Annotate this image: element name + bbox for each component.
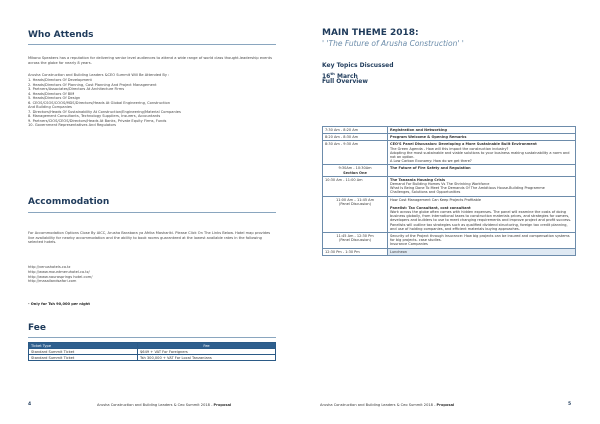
theme-subtitle: ' 'The Future of Arusha Construction' ' (322, 39, 464, 48)
attendee-item: 2. Heads/Directors Of Planning, Cost Planning And Project Management (28, 82, 157, 87)
fee-header-ticket: Ticket Type (29, 343, 138, 349)
schedule-time-text: 8:20 Am - 8:30 Am (325, 135, 359, 140)
schedule-time-text: 10:30 Am - 11:00 Am (325, 177, 363, 182)
schedule-line: Program Welcome & Opening Remarks (390, 135, 467, 140)
attendee-list (28, 78, 276, 128)
schedule-line: Registration and Networking (390, 128, 448, 132)
page-number: 4 (28, 402, 32, 407)
schedule-line: CEO'S Panel Discussion: Developing a More Sustainable Built Environment (390, 142, 537, 147)
schedule-content (388, 196, 576, 232)
price-note: - Only for Tsh 90,000 per night (28, 302, 90, 306)
fee-amount: Tsh 300,000 + VAT For Local Tanzanians (138, 355, 276, 361)
schedule-line: Luncheon (390, 249, 407, 254)
schedule-line: Work across the globe often comes with hidden expenses. The panel will examine the costs of doing business globally, from international taxes to construction materials prices, and strategies for owners, developers and builders to use to meet changing requirements and improve project and profit success. Panelists will outline tax strategies such as qualified dividend structuring, foreign tax credit planning, and use of holding companies, and efficient materials buying approaches. (390, 210, 572, 231)
schedule-line: The Future of Fire Safety and Regulation (390, 166, 471, 171)
key-topics-heading: Key Topics Discussed (322, 62, 394, 69)
accommodation-title: Accommodation (28, 197, 110, 207)
who-attends-title: Who Attends (28, 30, 94, 40)
schedule-time (323, 165, 388, 176)
schedule-time-text: 11:00 Am – 11:45 Am (336, 197, 374, 202)
footer-text: Arusha Construction and Building Leaders & Ceo Summit 2018 - (320, 403, 437, 407)
schedule-row (323, 233, 576, 249)
attendee-item: 3. Partners/Associates/Directors At Architecture Firms (28, 87, 125, 92)
intro-paragraph: Mikono Speakers has a reputation for delivering senior level audiences to attend a wide range of world class thought-leadership events across the globe for nearly 8 years. (28, 56, 272, 65)
attendee-item: 7. Directors/Heads Of Sustainability At Construction/Engineering/Material Companies (28, 109, 181, 114)
schedule-line: What Is Being Done To Meet The Demands Of The Ambitious House-Building Programme (390, 186, 545, 191)
schedule-row (323, 127, 576, 134)
schedule-time (323, 176, 388, 196)
schedule-content (388, 134, 576, 141)
schedule-time (323, 248, 388, 255)
schedule-content (388, 127, 576, 134)
attendee-item: 4. Heads/Directors Of BIM (28, 91, 75, 96)
schedule-row (323, 165, 576, 176)
attendee-item: And Building Companies (28, 105, 72, 110)
fee-title: Fee (28, 323, 46, 333)
footer-proposal: Proposal (436, 403, 455, 407)
schedule-time-note: Section One (343, 170, 367, 175)
schedule-table (322, 126, 576, 256)
fee-amount: $649 + VAT For Foreigners (138, 349, 276, 355)
footer-proposal: Proposal (213, 403, 232, 407)
schedule-row (323, 248, 576, 255)
schedule-line: Panelist: Tax Consultant, cost consultant (390, 205, 471, 210)
page-number: 5 (568, 402, 572, 407)
date-day: 16 (322, 73, 331, 80)
schedule-time-text: 12:30 Pm - 1:30 Pm (325, 249, 360, 254)
schedule-time (323, 141, 388, 165)
schedule-line: How Cost Management Can Keep Projects Profitable (390, 197, 482, 202)
schedule-time (323, 127, 388, 134)
schedule-content (388, 165, 576, 176)
schedule-content (388, 248, 576, 255)
schedule-row (323, 176, 576, 196)
fee-row (29, 355, 276, 361)
fee-ticket-type: Standard Summit Ticket (29, 349, 138, 355)
attendee-item: 10. Government Representatives And Regulators (28, 123, 117, 128)
summit-line: Arusha Construction and Building Leaders &CEO Summit Will Be Attended By : (28, 73, 170, 77)
attendee-item: 1. Heads/Directors Of Development (28, 78, 92, 82)
schedule-time-note: (Panel Discussion) (339, 238, 371, 243)
section-divider (28, 44, 276, 45)
page-footer (97, 403, 231, 407)
schedule-line: Security of the Project through Insurance: How big projects can be insured and compensation systems for big projects- case studies. (390, 234, 570, 243)
schedule-time-note: (Panel Discussion) (339, 201, 371, 206)
right-page (300, 0, 600, 424)
schedule-line: Adopting the most sustainable and viable solutions to your business making sustainability a norm and not an option. (390, 150, 570, 160)
page-footer (320, 403, 454, 407)
attendee-item: 8. Management Consultants, Technology Suppliers, Insurers, Accountants (28, 114, 161, 119)
fee-ticket-type: Standard Summit Ticket (29, 355, 138, 361)
schedule-line: Demand For Building Homes Vs The Shrinking Workforce (390, 182, 490, 187)
hotel-link[interactable]: http://venushotels.co.tz (28, 265, 71, 269)
footer-text: Arusha Construction and Building Leaders & Ceo Summit 2018 - (97, 403, 214, 407)
schedule-time-text: 7:30 Am - 8:20 Am (325, 128, 359, 132)
schedule-time-text: 8:30 Am - 9:30 Am (325, 142, 359, 147)
schedule-line: The Green Agenda - How will this impact the construction industry? (390, 146, 509, 151)
schedule-time-text: 11:45 Am - 12:30 Pm (336, 234, 374, 239)
section-divider (28, 337, 276, 338)
schedule-row (323, 196, 576, 232)
schedule-line: Insurance Companies (390, 242, 428, 247)
schedule-line: A Low Carbon Economy: How do we get there? (390, 159, 472, 164)
main-theme-title: MAIN THEME 2018: (322, 28, 419, 38)
date-suffix: th (330, 71, 335, 76)
section-divider (28, 212, 276, 213)
hotel-link[interactable]: http://www.mountmeruhotel.co.tz/ (28, 269, 90, 274)
hotel-link[interactable]: http://masailandsafari.com (28, 279, 77, 284)
schedule-time (323, 233, 388, 249)
fee-table (28, 342, 276, 361)
schedule-time-text: 9:30Am - 10:30Am (338, 166, 372, 171)
fee-header-fee: Fee (138, 343, 276, 349)
attendee-item: 9. Partners/CIOS/CEOS/Directors/Heads At Banks, Private Equity Firms, Funds (28, 118, 167, 123)
schedule-time (323, 196, 388, 232)
full-overview-heading: Full Overview (322, 78, 368, 85)
attendee-item: 5. Heads/Directors Of Design (28, 96, 81, 101)
schedule-time (323, 134, 388, 141)
schedule-line: The Tanzania Housing Crisis (390, 177, 446, 182)
accommodation-text: For Accommodation Options Close By AICC, Arusha Barabara ya Afrika Mashariki. Please Click On The Links Below. Hotel map provides live availability for nearby accommodation and the ability to book rooms guaranteed at the lowest available rates in the following selected hotels. (28, 231, 271, 245)
schedule-content (388, 176, 576, 196)
hotel-links (28, 265, 92, 284)
schedule-content (388, 233, 576, 249)
date-month: March (334, 73, 358, 80)
schedule-content (388, 141, 576, 165)
schedule-line: Challenges, Solutions and Opportunities (390, 190, 461, 195)
schedule-row (323, 141, 576, 165)
schedule-row (323, 134, 576, 141)
attendee-item: 6. CEOS/CSOS/COOS/MDS/Directors/Heads At Global Engineering, Construction (28, 100, 171, 105)
hotel-link[interactable]: http://www.naurasprings hotel.com/ (28, 274, 93, 279)
